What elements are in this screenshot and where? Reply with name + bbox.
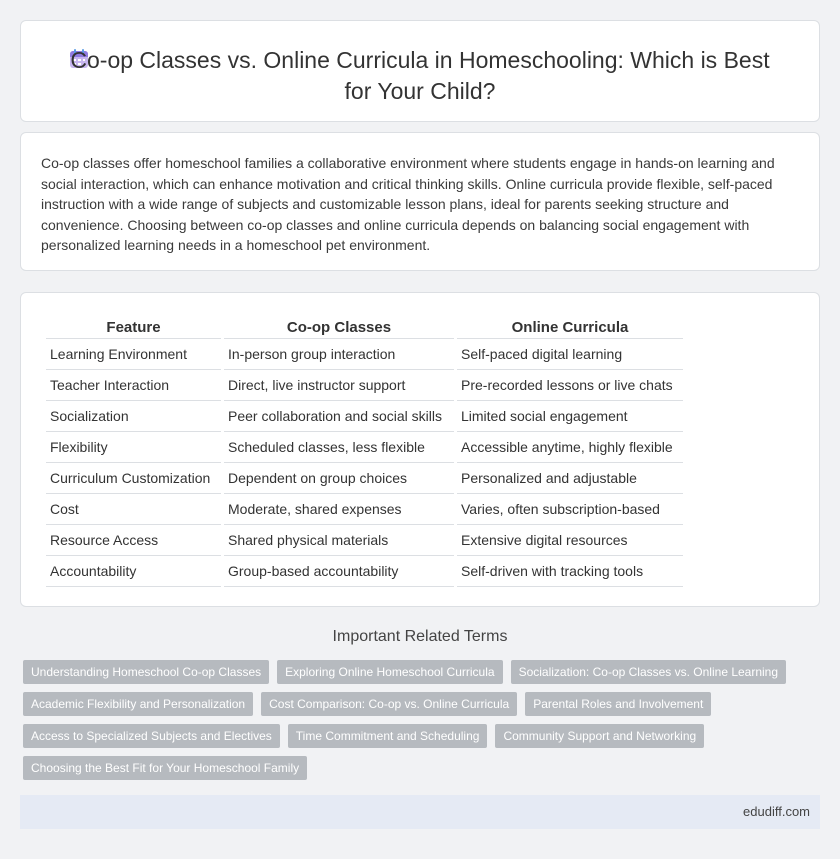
table-cell: Varies, often subscription-based bbox=[457, 494, 683, 525]
related-terms-list bbox=[23, 660, 813, 780]
related-term-tag[interactable]: Access to Specialized Subjects and Electives bbox=[23, 724, 280, 748]
table-cell: Peer collaboration and social skills bbox=[224, 401, 454, 432]
table-cell: Accessible anytime, highly flexible bbox=[457, 432, 683, 463]
table-cell: Socialization bbox=[46, 401, 221, 432]
table-cell: Flexibility bbox=[46, 432, 221, 463]
table-row bbox=[46, 494, 683, 525]
related-term-tag[interactable]: Socialization: Co-op Classes vs. Online Learning bbox=[511, 660, 786, 684]
table-row bbox=[46, 525, 683, 556]
table-cell: Learning Environment bbox=[46, 339, 221, 370]
table-cell: Self-paced digital learning bbox=[457, 339, 683, 370]
table-cell: Accountability bbox=[46, 556, 221, 587]
comparison-card bbox=[20, 292, 820, 607]
table-header-row bbox=[46, 315, 683, 339]
related-terms-heading: Important Related Terms bbox=[332, 628, 508, 645]
related-term-tag[interactable]: Exploring Online Homeschool Curricula bbox=[277, 660, 502, 684]
related-term-tag[interactable]: Choosing the Best Fit for Your Homeschool Family bbox=[23, 756, 307, 780]
table-row bbox=[46, 556, 683, 587]
related-term-tag[interactable]: Parental Roles and Involvement bbox=[525, 692, 711, 716]
table-cell: Cost bbox=[46, 494, 221, 525]
table-row bbox=[46, 370, 683, 401]
comparison-table bbox=[43, 315, 686, 587]
column-header-coop: Co-op Classes bbox=[224, 315, 454, 339]
table-cell: Extensive digital resources bbox=[457, 525, 683, 556]
table-cell: Pre-recorded lessons or live chats bbox=[457, 370, 683, 401]
intro-card bbox=[20, 132, 820, 271]
title-card bbox=[20, 20, 820, 122]
table-row bbox=[46, 339, 683, 370]
table-cell: Shared physical materials bbox=[224, 525, 454, 556]
footer-site-link[interactable]: edudiff.com bbox=[743, 804, 810, 819]
table-cell: Curriculum Customization bbox=[46, 463, 221, 494]
table-row bbox=[46, 463, 683, 494]
table-cell: Direct, live instructor support bbox=[224, 370, 454, 401]
table-cell: Scheduled classes, less flexible bbox=[224, 432, 454, 463]
table-cell: In-person group interaction bbox=[224, 339, 454, 370]
table-row bbox=[46, 401, 683, 432]
related-term-tag[interactable]: Time Commitment and Scheduling bbox=[288, 724, 488, 748]
table-cell: Self-driven with tracking tools bbox=[457, 556, 683, 587]
related-term-tag[interactable]: Academic Flexibility and Personalization bbox=[23, 692, 253, 716]
table-cell: Moderate, shared expenses bbox=[224, 494, 454, 525]
table-row bbox=[46, 432, 683, 463]
related-term-tag[interactable]: Understanding Homeschool Co-op Classes bbox=[23, 660, 269, 684]
table-cell: Teacher Interaction bbox=[46, 370, 221, 401]
column-header-feature: Feature bbox=[46, 315, 221, 339]
table-cell: Resource Access bbox=[46, 525, 221, 556]
intro-paragraph: Co-op classes offer homeschool families a collaborative environment where students engage in hands-on learning and social interaction, which can enhance motivation and critical thinking skills. Online curricula provide flexible, self-paced instruction with a wide range of subjects and customizable lesson plans, ideal for parents seeking structure and convenience. Choosing between co-op classes and online curricula depends on balancing social engagement with personalized learning needs in a homeschool pet environment. bbox=[41, 155, 775, 253]
table-cell: Personalized and adjustable bbox=[457, 463, 683, 494]
related-term-tag[interactable]: Cost Comparison: Co-op vs. Online Curricula bbox=[261, 692, 517, 716]
page-title: Co-op Classes vs. Online Curricula in Homeschooling: Which is Best for Your Child? bbox=[70, 47, 770, 104]
table-cell: Dependent on group choices bbox=[224, 463, 454, 494]
table-cell: Limited social engagement bbox=[457, 401, 683, 432]
column-header-online: Online Curricula bbox=[457, 315, 683, 339]
related-term-tag[interactable]: Community Support and Networking bbox=[495, 724, 704, 748]
footer bbox=[20, 795, 820, 829]
table-cell: Group-based accountability bbox=[224, 556, 454, 587]
